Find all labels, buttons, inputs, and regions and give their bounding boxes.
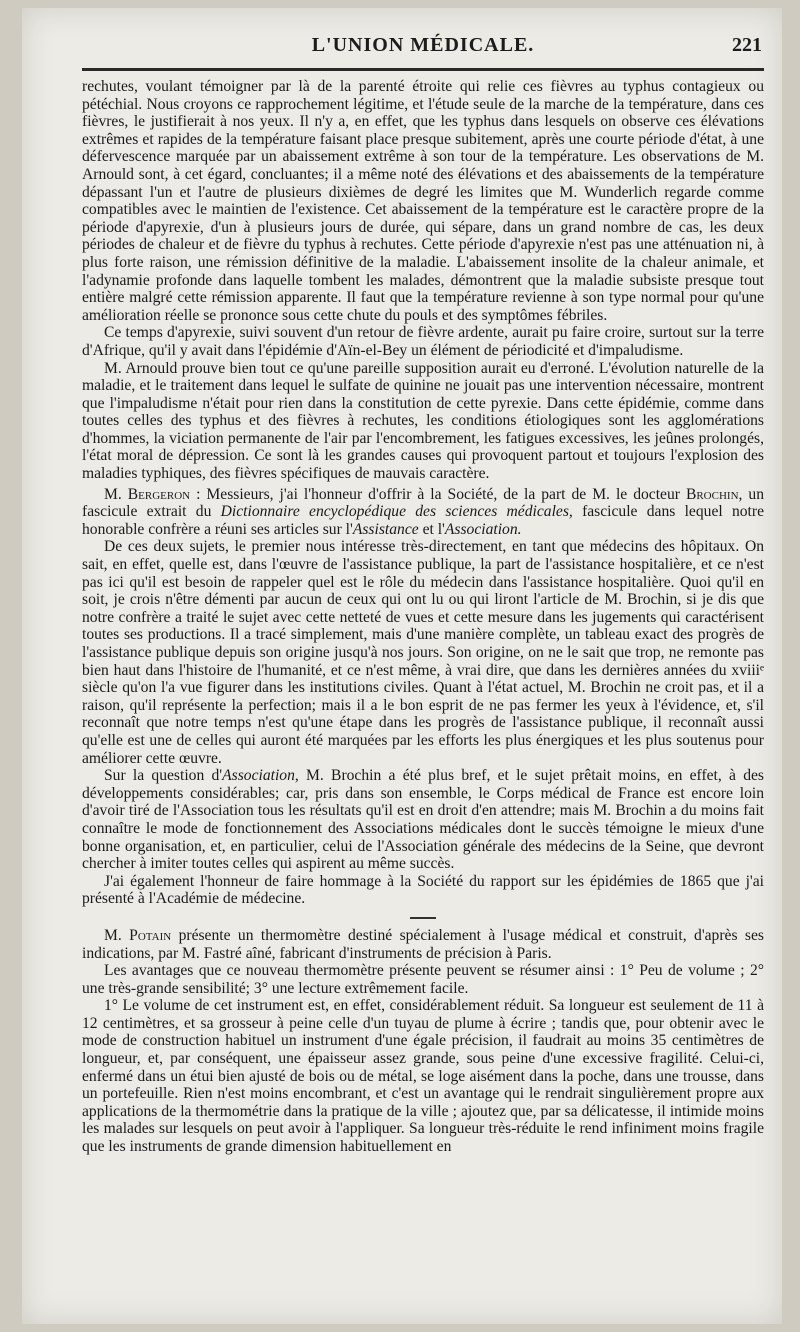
header-rule: [82, 68, 764, 71]
running-title: L'UNION MÉDICALE.: [311, 34, 535, 56]
page-number: 221: [732, 34, 762, 56]
name-brochin: Brochin: [685, 485, 739, 503]
speaker-bergeron: M. Bergeron: [104, 485, 191, 503]
page-header: [82, 34, 764, 64]
paragraph-rechutes: rechutes, voulant témoigner par là de la parenté étroite qui relie ces fièvres au typhus contagieux ou pétéchial. Nous croyons ce rapprochement légitime, et l'étude seule de la marche de la température, dans ces fièvres, le justifierait à nos yeux. Il n'y a, en effet, que les typhus dans lesquels on observe ces élévations extrêmes et rapides de la température faisant place presque subitement, après une courte période d'état, à une défervescence marquée par un abaissement extrême à son tour de la température. Les observations de M. Arnould sont, à cet égard, concluantes; il a même noté des élévations et des abaissements de la température dépassant l'un et l'autre de plusieurs dixièmes de degré les limites que M. Wunderlich regarde comme compatibles avec le maintien de l'existence. Cet abaissement de la température est le caractère propre de la période d'apyrexie, d'un à plusieurs jours de durée, qui sépare, dans un grand nombre de cas, les deux périodes de chaleur et de fièvre du typhus à rechutes. Cette période d'apyrexie n'est pas une atténuation ni, à plus forte raison, une rémission définitive de la maladie. L'abaissement insolite de la chaleur animale, et l'adynamie profonde dans laquelle tombent les malades, démontrent que la maladie subsiste presque tout entière malgré cette rémission apparente. Il faut que la température revienne à son type normal pour qu'une amélioration réelle se prononce sous cette chute du pouls et des symptômes fébriles.: [82, 78, 764, 324]
paragraph-bergeron: M. Bergeron : Messieurs, j'ai l'honneur d'offrir à la Société, de la part de M. le docteur Brochin, un fascicule extrait du Dictionnaire encyclopédique des sciences médicales, fascicule dans lequel notre honorable confrère a réuni ses articles sur l'Assistance et l'Association.: [82, 485, 765, 538]
paragraph-avantages: Les avantages que ce nouveau thermomètre présente peuvent se résumer ainsi : 1° Peu de volume ; 2° une très-grande sensibilité; 3° une lecture extrêmement facile.: [82, 962, 764, 997]
paragraph-potain: M. Potain présente un thermomètre destiné spécialement à l'usage médical et construit, d'après ses indications, par M. Fastré aîné, fabricant d'instruments de précision à Paris.: [82, 926, 764, 962]
paragraph-hommage: J'ai également l'honneur de faire hommage à la Société du rapport sur les épidémies de 1865 que j'ai présenté à l'Académie de médecine.: [82, 872, 764, 908]
paragraph-apyrexie: Ce temps d'apyrexie, suivi souvent d'un retour de fièvre ardente, aurait pu faire croire, surtout sur la terre d'Afrique, qu'il y avait dans l'épidémie d'Aïn-el-Bey un élément de périodicité et d'impaludisme.: [82, 324, 764, 359]
paragraph-volume: 1° Le volume de cet instrument est, en effet, considérablement réduit. Sa longueur est seulement de 11 à 12 centimètres, et sa grosseur à peine celle d'un tuyau de plume à écrire ; tandis que, pour obtenir avec le mode de construction habituel un instrument d'une égale précision, il faudrait au moins 35 centimètres de longueur, et, par conséquent, une épaisseur assez grande, sous peine d'une excessive fragilité. Celui-ci, enfermé dans un étui bien ajusté de bois ou de métal, se loge aisément dans la poche, dans une trousse, dans un portefeuille. Rien n'est moins encombrant, et c'est un avantage qui le rendrait singulièrement propre aux applications de la thermométrie dans la pratique de la ville ; ajoutez que, par sa délicatesse, il intimide moins les malades sur lesquels on peut avoir à l'appliquer. Sa longueur très-réduite le rend infiniment moins fragile que les instruments de grande dimension habituellement en: [82, 997, 764, 1156]
paragraph-arnould: M. Arnould prouve bien tout ce qu'une pareille supposition aurait eu d'erroné. L'évolution naturelle de la maladie, et le traitement dans lequel le sulfate de quinine ne jouait pas une intervention nécessaire, montrent que l'impaludisme n'était pour rien dans la constitution de cette pyrexie. Dans cette épidémie, comme dans toutes celles des typhus et des fièvres à rechutes, les conditions étiologiques sont les agglomérations d'hommes, la viciation permanente de l'air par l'encombrement, les fatigues excessives, les jeûnes prolongés, l'état moral de dépression. Ce sont là les grandes causes qui provoquent partout et toujours l'explosion des maladies typhiques, des fièvres spécifiques de mauvais caractère.: [82, 359, 764, 483]
paragraph-association: Sur la question d'Association, M. Brochin a été plus bref, et le sujet prêtait moins, en effet, à des développements considérables; car, pris dans son ensemble, le Corps médical de France est encore loin d'avoir tiré de l'Association tous les résultats qu'il est en droit d'en attendre; mais M. Brochin a du moins fait connaître le mode de fonctionnement des Associations médicales dont le succès témoigne le mieux d'une bonne organisation, et, en particulier, celui de l'Association générale des médecins de la Seine, que devront chercher à imiter toutes celles qui aspirent au même succès.: [82, 767, 764, 873]
page: [22, 8, 782, 1324]
speaker-potain: M. Potain: [104, 926, 172, 944]
dictionary-title: Dictionnaire encyclopédique des sciences médicales,: [220, 503, 573, 521]
section-separator: [410, 917, 436, 919]
article-body: [82, 78, 764, 1156]
paragraph-hopitaux: De ces deux sujets, le premier nous intéresse très-directement, en tant que médecins des hôpitaux. On sait, en effet, quelle est, dans l'œuvre de l'assistance publique, la part de l'assistance hospitalière, et ce n'est pas ici qu'il est besoin de rappeler quel est le rôle du médecin dans l'assistance hospitalière. Quoi qu'il en soit, je crois n'être démenti par aucun de ceux qui ont lu ou qui liront l'article de M. Brochin, si je dis que notre confrère a traité le sujet avec cette netteté de vues et cette mesure dans les jugements qui caractérisent toutes ses productions. Il a tracé simplement, mais d'une manière complète, un tableau exact des progrès de l'assistance publique depuis son origine jusqu'à nos jours. Son origine, on ne le sait que trop, ne remonte pas bien haut dans l'histoire de l'humanité, et ce n'est même, à vrai dire, que dans les dernières années du xviiiᵉ siècle qu'on l'a vue figurer dans les institutions civiles. Quant à l'état actuel, M. Brochin ne croit pas, et il a raison, qu'il représente la perfection; mais il a le bon esprit de ne pas fermer les yeux à l'évidence, et, s'il reconnaît que notre temps n'est qu'une étape dans les progrès de l'assistance publique, il reconnaît aussi qu'elle est une de celles qui auront été marquées par les efforts les plus énergiques et les plus soutenus pour améliorer cette œuvre.: [82, 538, 764, 767]
